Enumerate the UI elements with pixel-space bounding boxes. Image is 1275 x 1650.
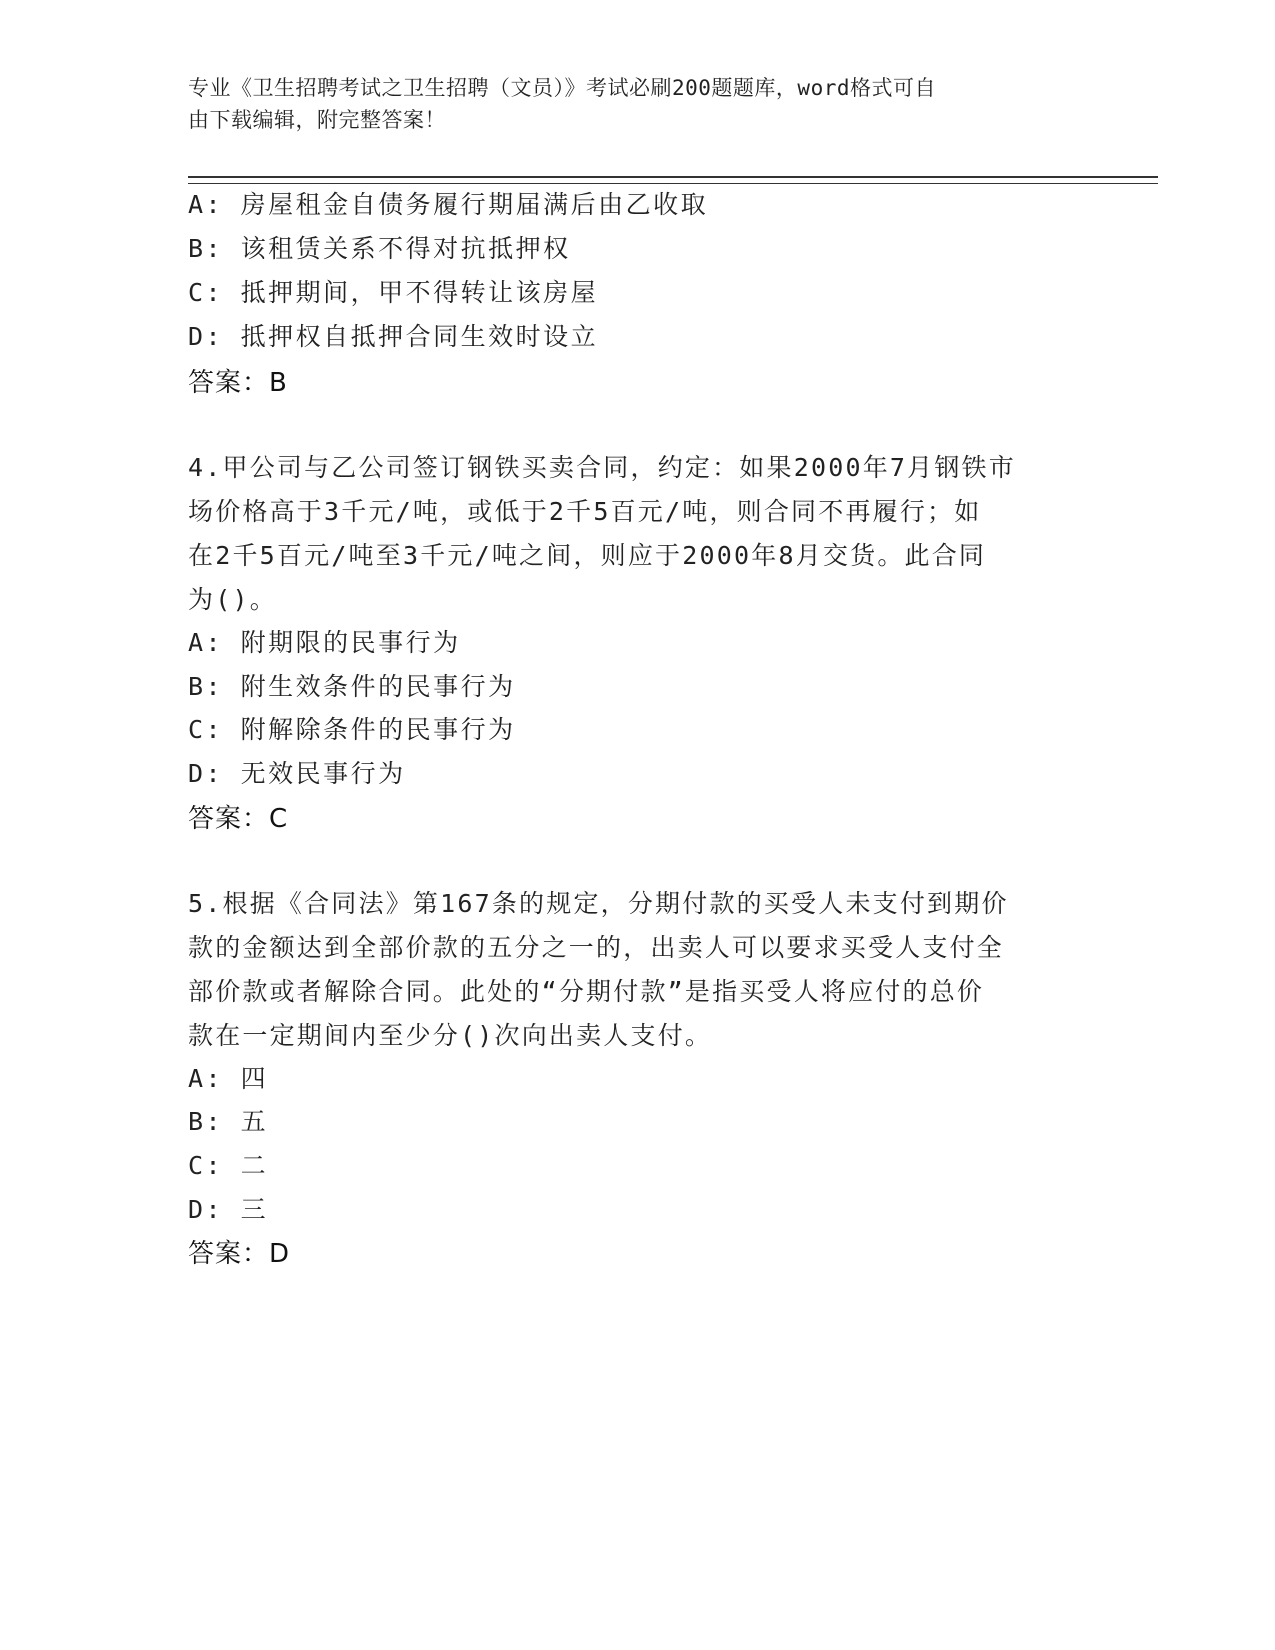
q3-answer: 答案：B (188, 368, 288, 398)
header-divider-thin (188, 183, 1158, 184)
q3-option-c: C: 抵押期间，甲不得转让该房屋 (188, 278, 599, 307)
q3-option-b: B: 该租赁关系不得对抗抵押权 (188, 234, 571, 263)
q5-question-line-3: 部价款或者解除合同。此处的“分期付款”是指买受人将应付的总价 (188, 977, 985, 1006)
q4-option-c: C: 附解除条件的民事行为 (188, 715, 516, 744)
q4-question-line-3: 在2千5百元/吨至3千元/吨之间，则应于2000年8月交货。此合同 (188, 541, 987, 570)
header-line-1: 专业《卫生招聘考试之卫生招聘（文员）》考试必刷200题题库，word格式可自 (188, 76, 936, 100)
q4-question-line-4: 为()。 (188, 585, 277, 614)
q5-option-c: C: 二 (188, 1151, 269, 1180)
q4-option-d: D: 无效民事行为 (188, 759, 406, 788)
q5-question-line-1: 5.根据《合同法》第167条的规定，分期付款的买受人未支付到期价 (188, 889, 1009, 918)
header-divider-thick (188, 176, 1158, 178)
q5-option-a: A: 四 (188, 1064, 269, 1093)
q4-option-b: B: 附生效条件的民事行为 (188, 672, 516, 701)
q5-question-line-4: 款在一定期间内至少分()次向出卖人支付。 (188, 1021, 713, 1050)
header-line-2: 由下载编辑，附完整答案！ (188, 108, 446, 132)
q3-option-d: D: 抵押权自抵押合同生效时设立 (188, 322, 599, 351)
q5-option-d: D: 三 (188, 1195, 269, 1224)
q4-option-a: A: 附期限的民事行为 (188, 628, 461, 657)
document-header (188, 72, 1068, 136)
q3-option-a: A: 房屋租金自债务履行期届满后由乙收取 (188, 190, 709, 219)
q4-question-line-1: 4.甲公司与乙公司签订钢铁买卖合同，约定：如果2000年7月钢铁市 (188, 453, 1016, 482)
q4-question-line-2: 场价格高于3千元/吨，或低于2千5百元/吨，则合同不再履行；如 (188, 497, 982, 526)
q5-question-line-2: 款的金额达到全部价款的五分之一的，出卖人可以要求买受人支付全 (188, 933, 1005, 962)
q4-answer: 答案：C (188, 804, 289, 834)
q5-answer: 答案：D (188, 1239, 291, 1269)
q5-option-b: B: 五 (188, 1107, 269, 1136)
